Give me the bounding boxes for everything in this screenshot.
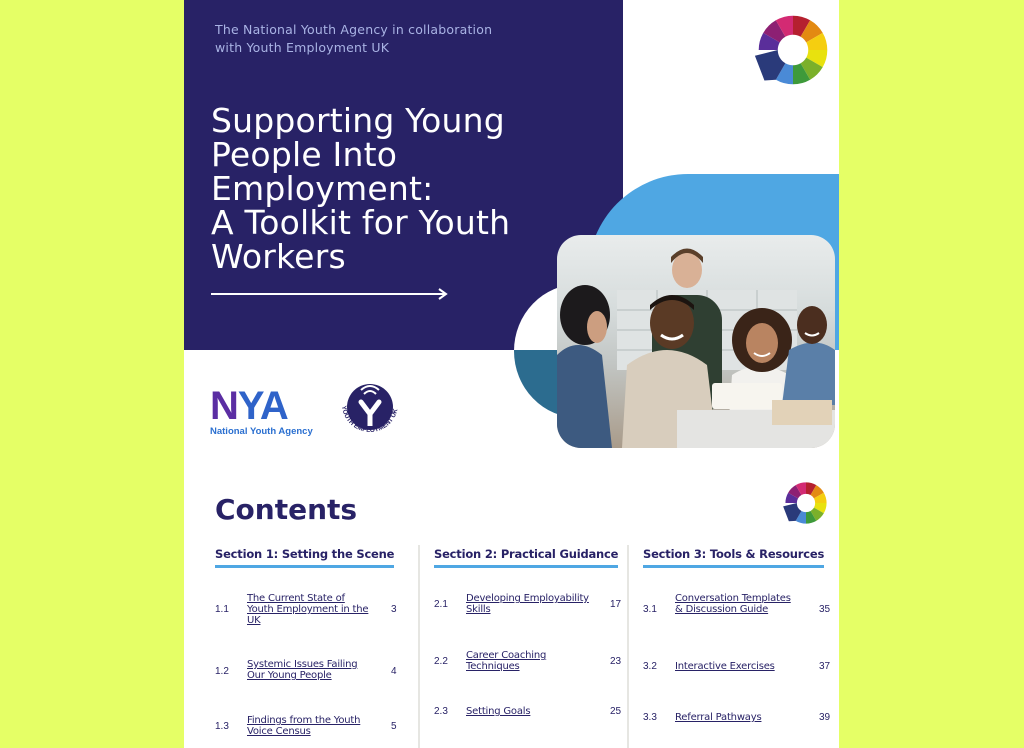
- toc-entry-number: 2.2: [434, 656, 448, 667]
- toc-entry-link[interactable]: Referral Pathways: [675, 712, 762, 723]
- toc-entry-page: 3: [391, 604, 397, 615]
- hero-subtitle-line: with Youth Employment UK: [215, 40, 390, 55]
- contents-section-1: [215, 545, 415, 748]
- toc-entry-link[interactable]: Conversation Templates & Discussion Guide: [675, 593, 791, 615]
- toc-entry-page: 37: [819, 661, 831, 672]
- hero-photo: [557, 235, 835, 448]
- toc-entry-page: 25: [610, 706, 622, 717]
- title-line: Employment:: [211, 169, 434, 208]
- title-line: People Into: [211, 135, 398, 174]
- colour-wheel-logo-icon: [780, 479, 832, 527]
- youth-employment-uk-logo: [332, 380, 408, 444]
- toc-entry-number: 3.3: [643, 712, 657, 723]
- hero-subtitle-line: The National Youth Agency in collaboration: [215, 22, 493, 37]
- toc-entry-link[interactable]: Setting Goals: [466, 706, 531, 717]
- toc-entry-link[interactable]: Career Coaching Techniques: [466, 650, 547, 672]
- toc-entry-number: 2.1: [434, 599, 448, 610]
- toc-entry-page: 5: [391, 721, 397, 732]
- group-of-young-people-image: [557, 235, 835, 448]
- toc-entry-number: 3.1: [643, 604, 657, 615]
- hero-subtitle: [215, 21, 535, 57]
- nya-logo-letters: NYA: [210, 384, 288, 428]
- nya-logo-name: National Youth Agency: [210, 426, 313, 437]
- toc-entry-number: 1.1: [215, 604, 229, 615]
- contents-heading: Contents: [215, 493, 358, 526]
- toc-entry-link[interactable]: Interactive Exercises: [675, 661, 775, 672]
- section-heading: Section 2: Practical Guidance: [434, 547, 618, 568]
- title-line: Workers: [211, 237, 346, 276]
- toc-entry-number: 3.2: [643, 661, 657, 672]
- toc-entry-page: 4: [391, 666, 397, 677]
- contents-section-3: [643, 545, 839, 748]
- toc-entry-number: 2.3: [434, 706, 448, 717]
- page-title: [211, 101, 611, 276]
- toc-entry-page: 17: [610, 599, 622, 610]
- toc-entry-number: 1.2: [215, 666, 229, 677]
- toc-entry-page: 39: [819, 712, 831, 723]
- title-line: A Toolkit for Youth: [211, 203, 511, 242]
- colour-wheel-logo-icon: [752, 10, 834, 90]
- title-line: Supporting Young: [211, 101, 505, 140]
- arrow-right-icon: [211, 288, 449, 300]
- toc-entry-page: 35: [819, 604, 831, 615]
- contents-section-2: [434, 545, 634, 748]
- toc-entry-link[interactable]: The Current State of Youth Employment in the UK: [247, 593, 369, 626]
- document-page: [184, 0, 839, 748]
- toc-entry-link[interactable]: Findings from the Youth Voice Census: [247, 715, 361, 737]
- toc-entry-number: 1.3: [215, 721, 229, 732]
- section-heading: Section 3: Tools & Resources: [643, 547, 824, 568]
- toc-entry-link[interactable]: Developing Employability Skills: [466, 593, 589, 615]
- toc-entry-link[interactable]: Systemic Issues Failing Our Young People: [247, 659, 358, 681]
- nya-logo: [210, 384, 313, 437]
- section-heading: Section 1: Setting the Scene: [215, 547, 394, 568]
- svg-text:YOUTH EMPLOYMENT UK: YOUTH EMPLOYMENT UK: [340, 405, 400, 435]
- toc-entry-page: 23: [610, 656, 622, 667]
